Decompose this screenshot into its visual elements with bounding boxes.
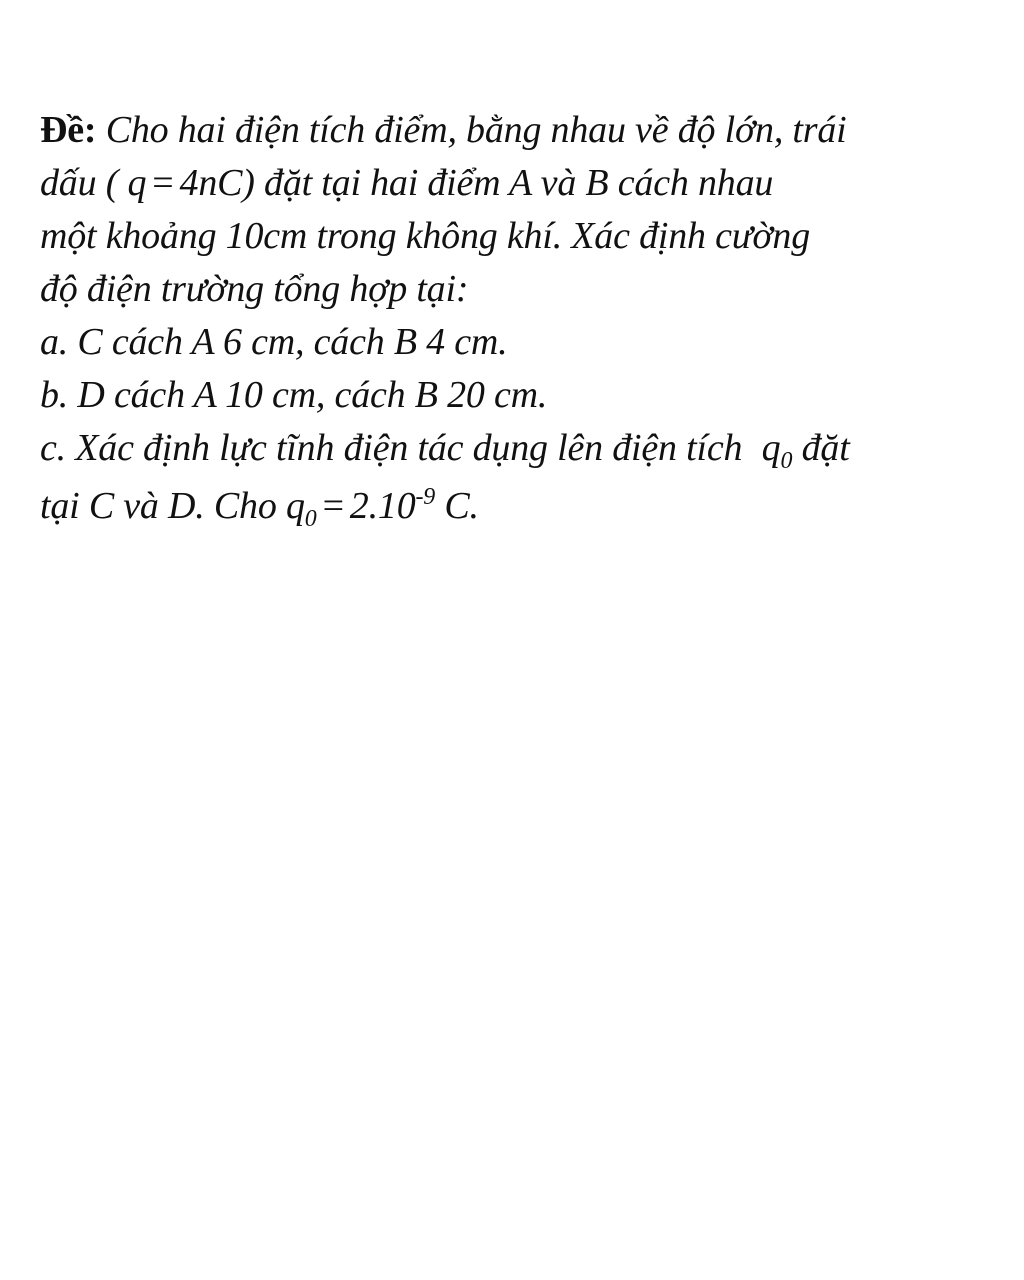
q0-subscript-2: 0	[304, 506, 317, 532]
problem-intro-text-2b: đặt tại hai điểm A và B cách nhau	[264, 162, 774, 204]
problem-intro-text-3: một khoảng 10cm trong không khí. Xác định cường	[40, 215, 811, 257]
q0-value-base: 2.10	[349, 485, 416, 527]
equals-sign: =	[152, 162, 174, 204]
item-b	[40, 369, 1015, 422]
problem-line-2	[40, 157, 1015, 210]
charge-value: 4nC)	[179, 162, 255, 204]
equals-sign-2: =	[322, 485, 344, 527]
item-b-text: b. D cách A 10 cm, cách B 20 cm.	[40, 374, 548, 416]
problem-line-3	[40, 210, 1015, 263]
problem-heading: Đề:	[40, 109, 97, 151]
item-c-text-1-suffix: đặt	[801, 427, 850, 469]
q0-unit: C.	[444, 485, 479, 527]
problem-line-4	[40, 263, 1015, 316]
item-c-text-2: tại C và D. Cho	[40, 485, 277, 527]
item-c-line-1	[40, 422, 1015, 480]
q0-base: q	[761, 427, 781, 469]
problem-intro-text-4: độ điện trường tổng hợp tại:	[40, 268, 469, 310]
q0-symbol-2	[285, 485, 317, 532]
item-c-line-2	[40, 480, 1015, 538]
problem-document	[40, 104, 1015, 538]
q0-base-2: q	[285, 485, 305, 527]
problem-intro-text-1: Cho hai điện tích điểm, bằng nhau về độ lớn, trái	[105, 109, 847, 151]
item-c-text-1: c. Xác định lực tĩnh điện tác dụng lên điện tích	[40, 427, 743, 469]
q0-subscript: 0	[780, 448, 793, 474]
item-a-text: a. C cách A 6 cm, cách B 4 cm.	[40, 321, 508, 363]
q0-value-exponent: -9	[415, 484, 436, 510]
q0-symbol	[761, 427, 793, 474]
charge-symbol: q	[127, 162, 147, 204]
q0-value	[350, 485, 435, 527]
problem-line-1	[40, 104, 1015, 157]
item-a	[40, 316, 1015, 369]
problem-intro-text-2a: dấu (	[40, 162, 119, 204]
